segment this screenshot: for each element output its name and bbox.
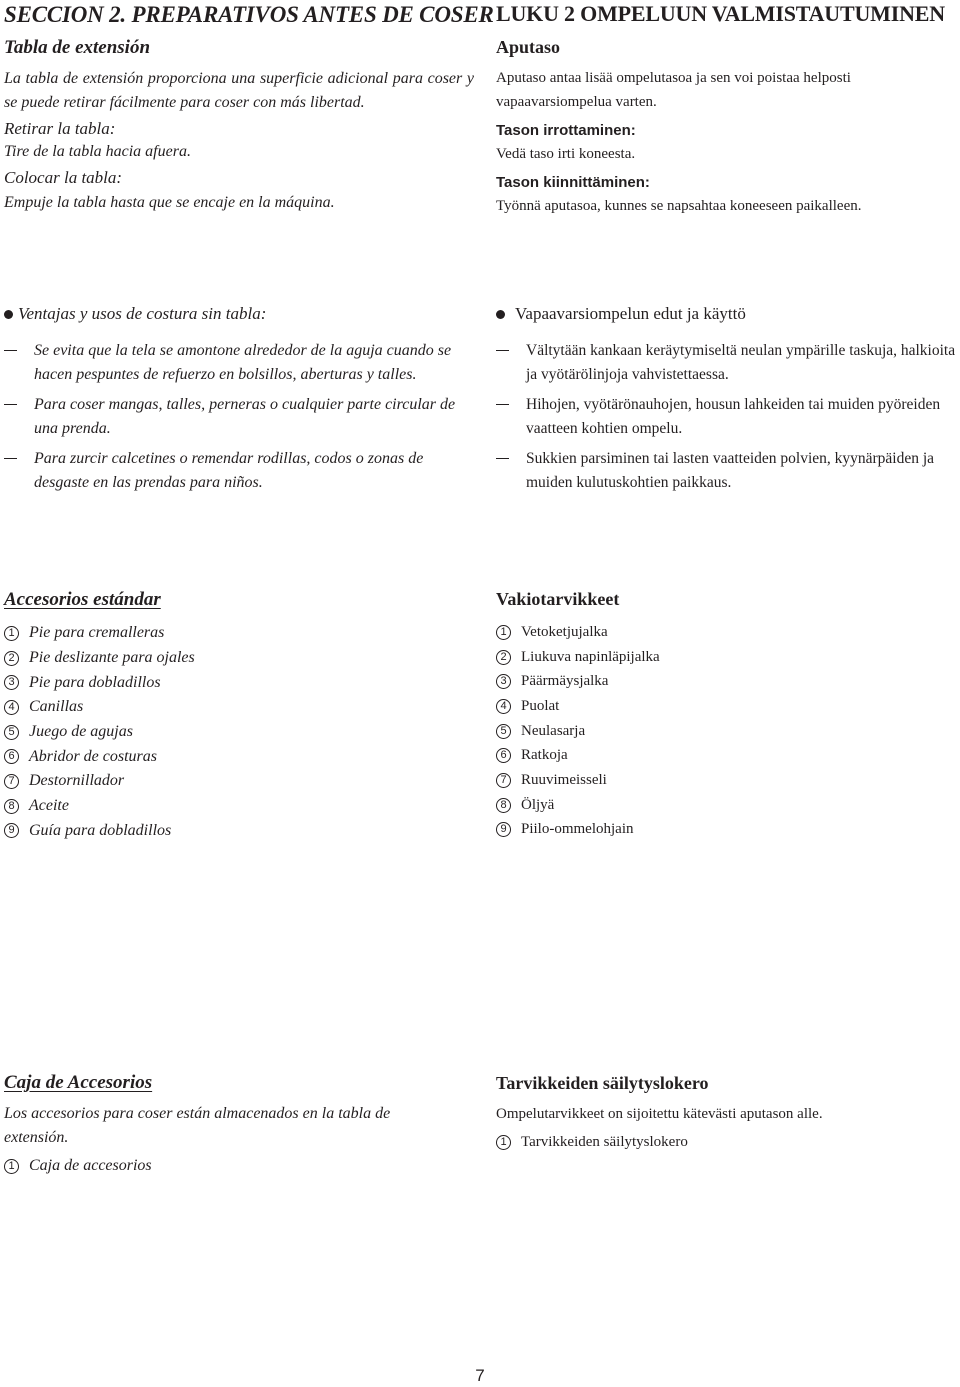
list-item: 4 Puolat [496,694,958,719]
circled-number-icon: 3 [4,675,19,690]
es-remove-label: Retirar la tabla: [4,119,116,138]
list-item: Se evita que la tela se amontone alrededor de la aguja cuando se hacen pespuntes de refuerzo en bolsillos, aberturas y talles. [4,339,474,387]
fi-extension-intro: Aputaso antaa lisää ompelutasoa ja sen voi poistaa helposti vapaavarsiompelua varten. [496,70,851,110]
es-free-arm-title: Ventajas y usos de costura sin tabla: [18,304,267,323]
es-extension-intro: La tabla de extensión proporciona una superficie adicional para coser y se puede retirar fácilmente para coser con más libertad. [4,70,474,111]
fi-section-header [496,3,958,25]
fi-free-arm-title-row [496,303,958,325]
es-extension-title: Tabla de extensión [4,37,151,58]
circled-number-icon: 4 [496,699,511,714]
list-item: 1 Caja de accesorios [4,1154,444,1179]
fi-extension-title: Aputaso [496,37,561,57]
list-item: 2 Pie deslizante para ojales [4,646,474,671]
list-item: 4 Canillas [4,695,474,720]
circled-number-icon: 6 [496,748,511,763]
es-attach-text: Empuje la tabla hasta que se encaje en la máquina. [4,194,335,211]
list-item: 3 Pie para dobladillos [4,670,474,695]
list-item: 6 Abridor de costuras [4,744,474,769]
circled-number-icon: 4 [4,700,19,715]
list-item: Hihojen, vyötärönauhojen, housun lahkeiden tai muiden pyöreiden vaatteen kohtien ompelu. [496,393,958,441]
fi-free-arm-list [496,339,958,495]
list-item: 7 Ruuvimeisseli [496,768,958,793]
circled-number-icon: 1 [496,625,511,640]
list-item: Vältytään kankaan keräytymiseltä neulan ympärille taskuja, halkioita ja vyötärölinjoja vahvistettaessa. [496,339,958,387]
list-item: 8 Öljyä [496,793,958,818]
es-section-header [4,2,494,27]
fi-free-arm-section [496,303,958,501]
es-accessories-list [4,621,474,843]
circled-number-icon: 5 [496,724,511,739]
circled-number-icon: 2 [4,651,19,666]
bullet-icon [496,310,505,319]
list-item: 1 Tarvikkeiden säilytyslokero [496,1130,958,1155]
dash-icon [4,458,17,459]
list-item: 5 Neulasarja [496,719,958,744]
es-accessory-box-list [4,1154,444,1179]
circled-number-icon: 7 [496,773,511,788]
fi-accessories-title: Vakiotarvikkeet [496,589,620,609]
page-number: 7 [475,1366,485,1385]
fi-extension-table-section [496,38,958,218]
list-item: 6 Ratkoja [496,743,958,768]
list-item: 7 Destornillador [4,769,474,794]
list-item: Para zurcir calcetines o remendar rodillas, codos o zonas de desgaste en las prendas para niños. [4,447,474,495]
fi-section-title: LUKU 2 OMPELUUN VALMISTAUTUMINEN [496,1,945,26]
fi-accessory-box-section [496,1074,958,1155]
dash-icon [496,458,509,459]
fi-remove-text: Vedä taso irti koneesta. [496,146,636,162]
circled-number-icon: 3 [496,674,511,689]
list-item: 2 Liukuva napinläpijalka [496,645,958,670]
list-item: 3 Päärmäysjalka [496,669,958,694]
list-item: 1 Pie para cremalleras [4,621,474,646]
list-item: Sukkien parsiminen tai lasten vaatteiden polvien, kyynärpäiden ja muiden kulutuskohtien paikkaus. [496,447,958,495]
circled-number-icon: 8 [4,799,19,814]
es-accessory-box-text: Los accesorios para coser están almacenados en la tabla de extensión. [4,1105,391,1146]
fi-free-arm-title: Vapaavarsiompelun edut ja käyttö [515,304,746,323]
fi-accessories-list [496,620,958,842]
dash-icon [4,350,17,351]
circled-number-icon: 8 [496,798,511,813]
list-item: 5 Juego de agujas [4,720,474,745]
list-item: 9 Guía para dobladillos [4,819,474,844]
list-item: 1 Vetoketjujalka [496,620,958,645]
es-accessory-box-section [4,1073,444,1179]
circled-number-icon: 6 [4,749,19,764]
es-accessories-title: Accesorios estándar [4,589,161,610]
es-accessories-section [4,590,474,843]
bullet-icon [4,310,13,319]
fi-accessory-box-text: Ompelutarvikkeet on sijoitettu kätevästi aputason alle. [496,1106,823,1122]
es-extension-table-section [4,38,474,215]
es-attach-label: Colocar la tabla: [4,168,123,187]
circled-number-icon: 7 [4,774,19,789]
es-free-arm-section [4,303,474,501]
fi-attach-text: Työnnä aputasoa, kunnes se napsahtaa koneeseen paikalleen. [496,198,862,214]
circled-number-icon: 9 [496,822,511,837]
es-accessory-box-title: Caja de Accesorios [4,1072,153,1093]
circled-number-icon: 9 [4,823,19,838]
es-section-title: SECCION 2. PREPARATIVOS ANTES DE COSER [4,2,494,27]
fi-attach-label: Tason kiinnittäminen: [496,174,650,191]
circled-number-icon: 1 [4,626,19,641]
fi-remove-label: Tason irrottaminen: [496,122,636,139]
fi-accessories-section [496,590,958,842]
circled-number-icon: 2 [496,650,511,665]
es-free-arm-list [4,339,474,495]
list-item: 9 Piilo-ommelohjain [496,818,958,843]
circled-number-icon: 5 [4,725,19,740]
dash-icon [4,404,17,405]
list-item: Para coser mangas, talles, perneras o cualquier parte circular de una prenda. [4,393,474,441]
fi-accessory-box-list [496,1130,958,1155]
es-remove-text: Tire de la tabla hacia afuera. [4,143,191,160]
dash-icon [496,404,509,405]
list-item: 8 Aceite [4,794,474,819]
circled-number-icon: 1 [4,1159,19,1174]
es-free-arm-title-row [4,303,474,325]
fi-accessory-box-title: Tarvikkeiden säilytyslokero [496,1073,709,1093]
circled-number-icon: 1 [496,1135,511,1150]
dash-icon [496,350,509,351]
